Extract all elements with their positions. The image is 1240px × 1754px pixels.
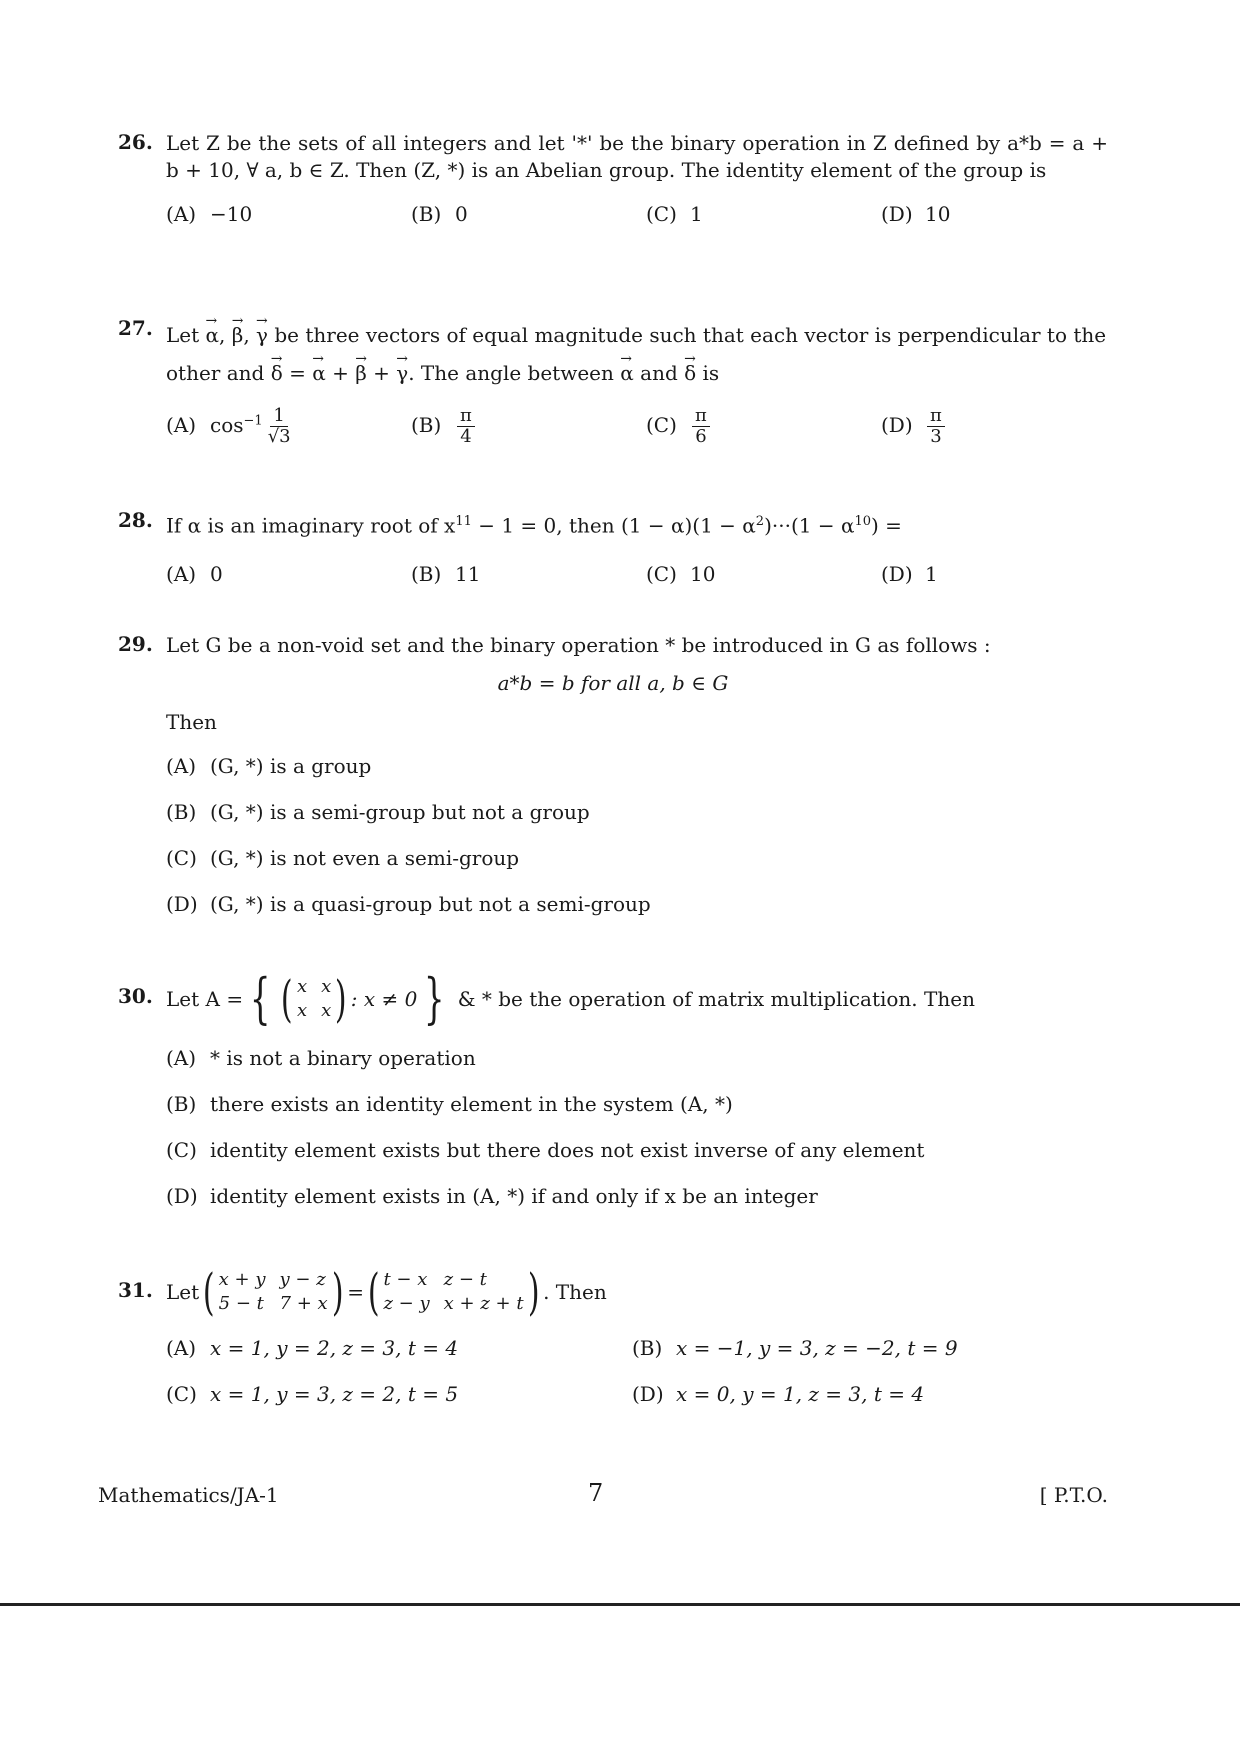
option-label: (C)	[166, 1138, 197, 1162]
vector-beta: → β	[355, 354, 367, 392]
option-label: (A)	[166, 1046, 197, 1070]
vector-alpha: → α	[312, 354, 326, 392]
option-text: x = −1, y = 3, z = −2, t = 9	[676, 1336, 958, 1360]
question-text	[166, 1262, 1108, 1322]
option-b[interactable]	[166, 798, 1108, 844]
text-fragment: be three vectors of equal magnitude such that each vector is perpendicular to the	[274, 323, 1107, 347]
question-text: Let → α, → β, → γ be three vectors of equal magnitude such that each vector is perpendicular to the other and → δ = → α + → β + → γ. The angle between → α and → δ is	[166, 316, 1108, 392]
paper-code: Mathematics/JA-1	[98, 1483, 279, 1507]
text-fragment: is	[702, 361, 720, 385]
option-b[interactable]	[166, 1090, 1108, 1136]
option-label: (B)	[166, 800, 197, 824]
option-label: (D)	[881, 202, 913, 226]
question-number: 28.	[118, 508, 153, 532]
matrix-cell: z − t	[443, 1269, 487, 1290]
right-paren: )	[527, 1263, 540, 1321]
page-number: 7	[588, 1479, 604, 1507]
question-text: Let Z be the sets of all integers and let '*' be the binary operation in Z defined by a*b = a + b + 10, ∀ a, b ∈ Z. Then (Z, *) is an Abelian group. The identity element of the group is	[166, 131, 1108, 182]
matrix-cell: x	[321, 976, 332, 997]
option-text: x = 1, y = 2, z = 3, t = 4	[210, 1336, 459, 1360]
left-paren: (	[281, 970, 294, 1028]
vector-delta: → δ	[271, 354, 283, 392]
option-a[interactable]	[166, 1044, 1108, 1090]
superscript: −1	[243, 413, 263, 429]
question-text	[166, 968, 1108, 1030]
numerator: π	[927, 406, 945, 427]
matrix-cell: x	[321, 1000, 332, 1021]
options	[166, 1044, 1108, 1228]
question-26	[118, 130, 1108, 242]
option-text: cos	[210, 413, 244, 437]
option-text: 0	[455, 202, 468, 226]
fraction	[265, 406, 294, 447]
text-fragment: . The angle between	[408, 361, 614, 385]
option-b[interactable]	[632, 1336, 958, 1360]
superscript: 11	[455, 514, 472, 529]
option-label: (B)	[411, 561, 442, 586]
option-label: (C)	[166, 1382, 197, 1406]
question-number: 30.	[118, 984, 153, 1008]
option-text: x = 1, y = 3, z = 2, t = 5	[210, 1382, 459, 1406]
superscript: 2	[755, 514, 765, 529]
matrix-grid	[219, 1269, 328, 1315]
matrix-cell: x + y	[218, 1269, 266, 1290]
text-fragment: and	[640, 361, 678, 385]
option-text: identity element exists but there does not exist inverse of any element	[210, 1138, 925, 1162]
text-fragment: Let A =	[166, 986, 244, 1011]
option-label: (C)	[166, 846, 197, 870]
option-c[interactable]	[646, 562, 715, 586]
option-label: (D)	[881, 413, 913, 437]
option-d[interactable]	[632, 1382, 924, 1406]
option-label: (A)	[166, 754, 197, 778]
vector-alpha: → α	[206, 316, 220, 354]
question-text	[166, 508, 1108, 540]
matrix-grid	[297, 976, 331, 1022]
question-number: 31.	[118, 1278, 153, 1302]
option-text: identity element exists in (A, *) if and only if x be an integer	[210, 1184, 818, 1208]
option-text: x = 0, y = 1, z = 3, t = 4	[676, 1382, 925, 1406]
vector-beta: → β	[232, 316, 244, 354]
option-d[interactable]	[881, 202, 950, 226]
option-label: (D)	[166, 892, 198, 916]
left-brace: {	[249, 967, 271, 1030]
option-c[interactable]	[166, 844, 1108, 890]
option-label: (A)	[166, 413, 197, 437]
text-fragment: Let	[166, 323, 200, 347]
option-text: 10	[690, 561, 716, 586]
option-label: (A)	[166, 202, 197, 226]
denominator: √3	[267, 426, 291, 447]
numerator: 1	[270, 406, 287, 427]
matrix-cell: 5 − t	[218, 1293, 264, 1314]
option-d[interactable]	[881, 562, 938, 586]
denominator: 6	[695, 426, 707, 447]
option-label: (B)	[411, 202, 442, 226]
bottom-divider	[0, 1603, 1240, 1606]
option-text: (G, *) is not even a semi-group	[210, 846, 520, 870]
option-b[interactable]	[411, 202, 468, 226]
option-a[interactable]	[166, 752, 1108, 798]
fraction	[927, 406, 945, 447]
text-fragment: If α is an imaginary root of x	[166, 513, 456, 538]
vector-gamma: → γ	[256, 316, 268, 354]
right-paren: )	[331, 1263, 344, 1321]
vector-delta: → δ	[684, 354, 696, 392]
numerator: π	[457, 406, 475, 427]
option-a[interactable]	[166, 562, 223, 586]
right-paren: )	[335, 970, 347, 1028]
option-label: (C)	[646, 561, 677, 586]
options	[166, 406, 1108, 466]
option-a[interactable]	[166, 406, 296, 447]
option-text: 10	[925, 202, 951, 226]
options	[166, 562, 1108, 602]
option-label: (B)	[632, 1336, 663, 1360]
option-label: (D)	[881, 561, 913, 586]
question-28	[118, 508, 1108, 602]
superscript: 10	[854, 514, 872, 529]
option-c[interactable]	[646, 202, 703, 226]
vector-gamma: → γ	[396, 354, 408, 392]
left-matrix	[199, 1263, 347, 1321]
option-label: (A)	[166, 561, 197, 586]
denominator: 3	[930, 426, 942, 447]
matrix-grid	[383, 1269, 523, 1315]
option-text: there exists an identity element in the system (A, *)	[210, 1092, 733, 1116]
question-29	[118, 632, 1108, 936]
option-label: (B)	[411, 413, 442, 437]
option-b[interactable]	[411, 562, 480, 586]
option-d[interactable]	[166, 1182, 1108, 1228]
matrix-cell: z − y	[383, 1293, 430, 1314]
option-text: (G, *) is a semi-group but not a group	[210, 800, 590, 824]
matrix-cell: x + z + t	[443, 1293, 524, 1314]
option-text: * is not a binary operation	[210, 1046, 476, 1070]
equation: a*b = b for all a, b ∈ G	[497, 671, 729, 695]
matrix-cell: t − x	[383, 1269, 428, 1290]
option-label: (D)	[632, 1382, 664, 1406]
text-fragment: & * be the operation of matrix multiplication. Then	[457, 986, 975, 1011]
text-fragment: other and	[166, 361, 265, 385]
pto-note: [ P.T.O.	[1039, 1483, 1108, 1507]
page-footer	[98, 1479, 1108, 1513]
option-text: 1	[925, 561, 938, 586]
text-fragment: . Then	[543, 1279, 607, 1304]
option-a[interactable]	[166, 202, 252, 226]
fraction	[457, 406, 475, 447]
question-number: 27.	[118, 316, 153, 340]
option-c[interactable]	[646, 406, 712, 447]
numerator: π	[692, 406, 710, 427]
options	[166, 202, 1108, 242]
vector-alpha: → α	[620, 354, 634, 392]
then-text: Then	[166, 710, 217, 734]
option-text: 0	[210, 561, 223, 586]
left-paren: (	[203, 1263, 215, 1321]
right-brace: }	[424, 967, 445, 1030]
option-b[interactable]	[411, 406, 477, 447]
option-label: (D)	[166, 1184, 198, 1208]
matrix-cell: x	[296, 1000, 308, 1021]
fraction	[692, 406, 710, 447]
question-30	[118, 968, 1108, 1228]
text-fragment: ) =	[871, 513, 902, 538]
option-text: −10	[210, 202, 253, 226]
matrix-cell: 7 + x	[279, 1293, 328, 1314]
question-number: 29.	[118, 632, 153, 656]
option-text: 11	[455, 561, 481, 586]
matrix-cell: x	[296, 976, 308, 997]
option-text: 1	[690, 202, 703, 226]
text-fragment: : x ≠ 0	[350, 986, 418, 1011]
option-label: (C)	[646, 202, 677, 226]
matrix	[277, 970, 350, 1028]
question-31	[118, 1262, 1108, 1426]
option-d[interactable]	[881, 406, 947, 447]
option-c[interactable]	[166, 1136, 1108, 1182]
left-paren: (	[367, 1263, 380, 1321]
option-label: (B)	[166, 1092, 197, 1116]
equals-sign: =	[347, 1279, 364, 1304]
option-text: (G, *) is a group	[210, 754, 372, 778]
option-text: (G, *) is a quasi-group but not a semi-group	[210, 892, 651, 916]
matrix-cell: y − z	[279, 1269, 326, 1290]
question-number: 26.	[118, 130, 153, 154]
denominator: 4	[460, 426, 472, 447]
option-c[interactable]	[166, 1382, 458, 1406]
option-label: (A)	[166, 1336, 197, 1360]
option-a[interactable]	[166, 1336, 458, 1360]
text-fragment: )···(1 − α	[764, 513, 855, 538]
text-fragment: − 1 = 0, then (1 − α)(1 − α	[471, 513, 756, 538]
options	[166, 1336, 1108, 1426]
text-fragment: Let	[166, 1279, 200, 1304]
right-matrix	[364, 1263, 543, 1321]
question-text: Let G be a non-void set and the binary operation * be introduced in G as follows :	[166, 633, 991, 657]
option-d[interactable]	[166, 890, 1108, 936]
question-27	[118, 316, 1108, 466]
options	[166, 752, 1108, 936]
option-label: (C)	[646, 413, 677, 437]
